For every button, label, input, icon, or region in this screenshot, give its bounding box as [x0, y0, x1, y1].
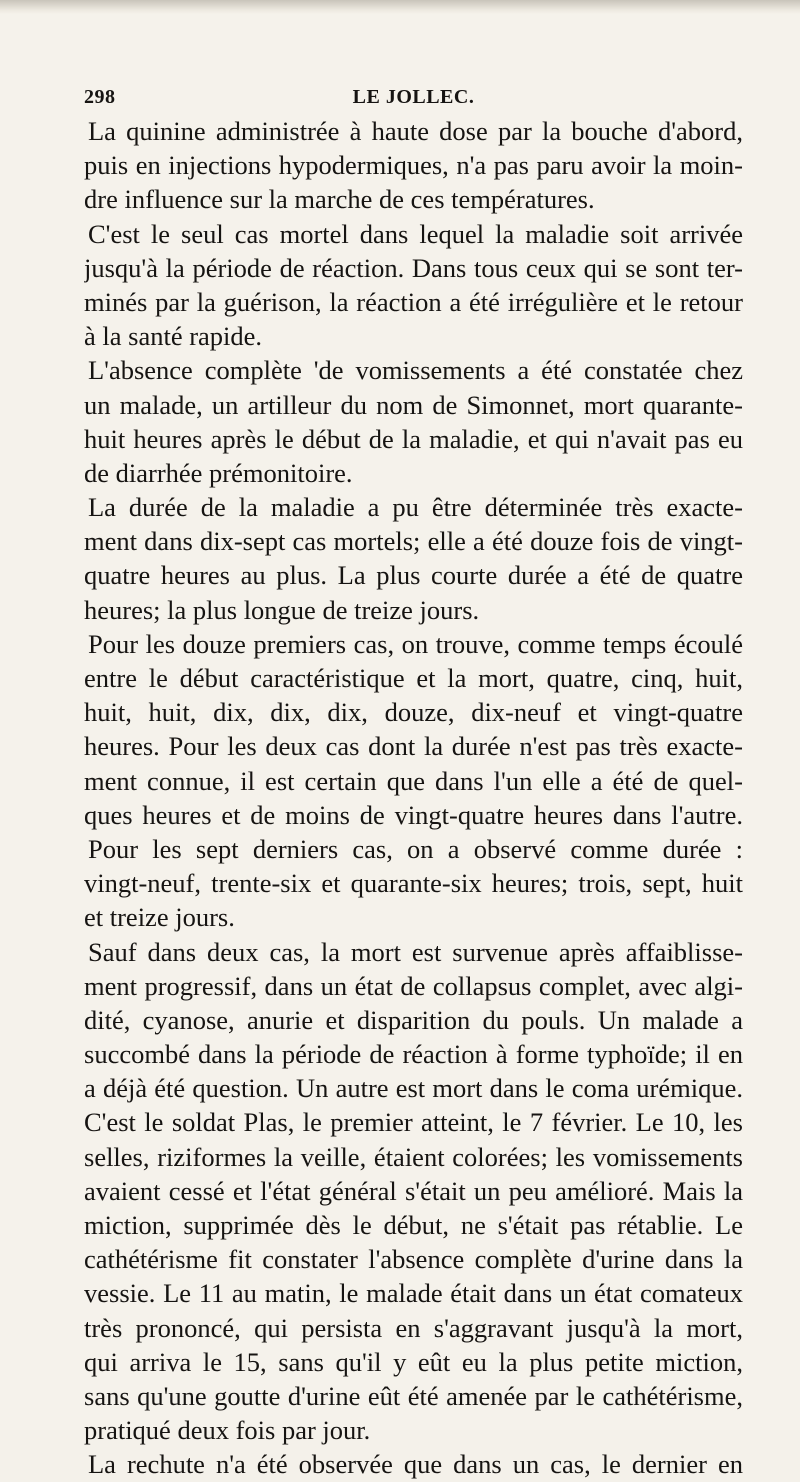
text-line: jusqu'à la période de réaction. Dans tous ceux qui se sont ter-	[84, 252, 743, 283]
text-line: C'est le soldat Plas, le premier atteint, le 7 février. Le 10, les	[84, 1107, 743, 1138]
text-line: très prononcé, qui persista en s'aggravant jusqu'à la mort,	[84, 1312, 743, 1343]
text-line: huit heures après le début de la maladie, et qui n'avait pas eu	[84, 423, 743, 454]
text-line: un malade, un artilleur du nom de Simonnet, mort quarante-	[84, 389, 743, 420]
text-line: sans qu'une goutte d'urine eût été amenée par le cathétérisme,	[84, 1380, 743, 1411]
running-head: LE JOLLEC.	[352, 86, 475, 108]
text-line: ment progressif, dans un état de collapsus complet, avec algi-	[84, 970, 743, 1001]
text-line: avaient cessé et l'état général s'était un peu amélioré. Mais la	[84, 1175, 743, 1206]
text-line: huit, huit, dix, dix, dix, douze, dix-neuf et vingt-quatre	[84, 697, 743, 728]
text-line: de diarrhée prémonitoire.	[84, 457, 353, 488]
text-line: vingt-neuf, trente-six et quarante-six heures; trois, sept, huit	[84, 868, 743, 899]
text-line: dité, cyanose, anurie et disparition du pouls. Un malade a	[84, 1004, 743, 1035]
text-line: miction, supprimée dès le début, ne s'était pas rétablie. Le	[84, 1210, 743, 1240]
text-line: qui arriva le 15, sans qu'il y eût eu la plus petite miction,	[84, 1346, 743, 1377]
text-line: succombé dans la période de réaction à forme typhoïde; il en	[84, 1039, 743, 1070]
text-line: C'est le seul cas mortel dans lequel la maladie soit arrivée	[88, 218, 743, 249]
text-line: L'absence complète 'de vomissements a été constatée chez	[88, 355, 743, 386]
text-line: dre influence sur la marche de ces températures.	[84, 184, 595, 215]
text-line: a déjà été question. Un autre est mort dans le coma urémique.	[84, 1073, 743, 1104]
text-line: La quinine administrée à haute dose par la bouche d'abord,	[88, 116, 743, 146]
text-line: à la santé rapide.	[84, 321, 263, 352]
text-line: ment connue, il est certain que dans l'un elle a été de quel-	[84, 765, 743, 796]
text-line: Sauf dans deux cas, la mort est survenue après affaiblisse-	[88, 936, 743, 967]
page-top-edge	[0, 0, 800, 14]
text-line: La durée de la maladie a pu être déterminée très exacte-	[88, 492, 743, 523]
page-header	[84, 82, 743, 112]
text-line: puis en injections hypodermiques, n'a pas paru avoir la moin-	[84, 150, 743, 181]
body-text	[84, 114, 743, 1482]
text-line: Pour les sept derniers cas, on a observé comme durée :	[88, 833, 743, 864]
text-line: ques heures et de moins de vingt-quatre heures dans l'autre.	[84, 799, 743, 830]
text-line: et treize jours.	[84, 902, 235, 933]
text-line: heures. Pour les deux cas dont la durée n'est pas très exacte-	[84, 731, 743, 762]
text-line: entre le début caractéristique et la mort, quatre, cinq, huit,	[84, 663, 743, 693]
text-line: vessie. Le 11 au matin, le malade était dans un état comateux	[84, 1278, 743, 1309]
text-line: ment dans dix-sept cas mortels; elle a été douze fois de vingt-	[84, 526, 743, 557]
text-line: cathétérisme fit constater l'absence complète d'urine dans la	[84, 1244, 743, 1275]
text-line: quatre heures au plus. La plus courte durée a été de quatre	[84, 560, 743, 591]
text-line: heures; la plus longue de treize jours.	[84, 594, 480, 625]
text-line: Pour les douze premiers cas, on trouve, comme temps écoulé	[88, 628, 743, 659]
text-line: pratiqué deux fois par jour.	[84, 1415, 371, 1446]
text-line: selles, riziformes la veille, étaient colorées; les vomissements	[84, 1141, 743, 1172]
page-number: 298	[84, 86, 116, 108]
text-line: La rechute n'a été observée que dans un cas, le dernier en	[88, 1449, 743, 1480]
text-line: minés par la guérison, la réaction a été irrégulière et le retour	[84, 286, 743, 317]
